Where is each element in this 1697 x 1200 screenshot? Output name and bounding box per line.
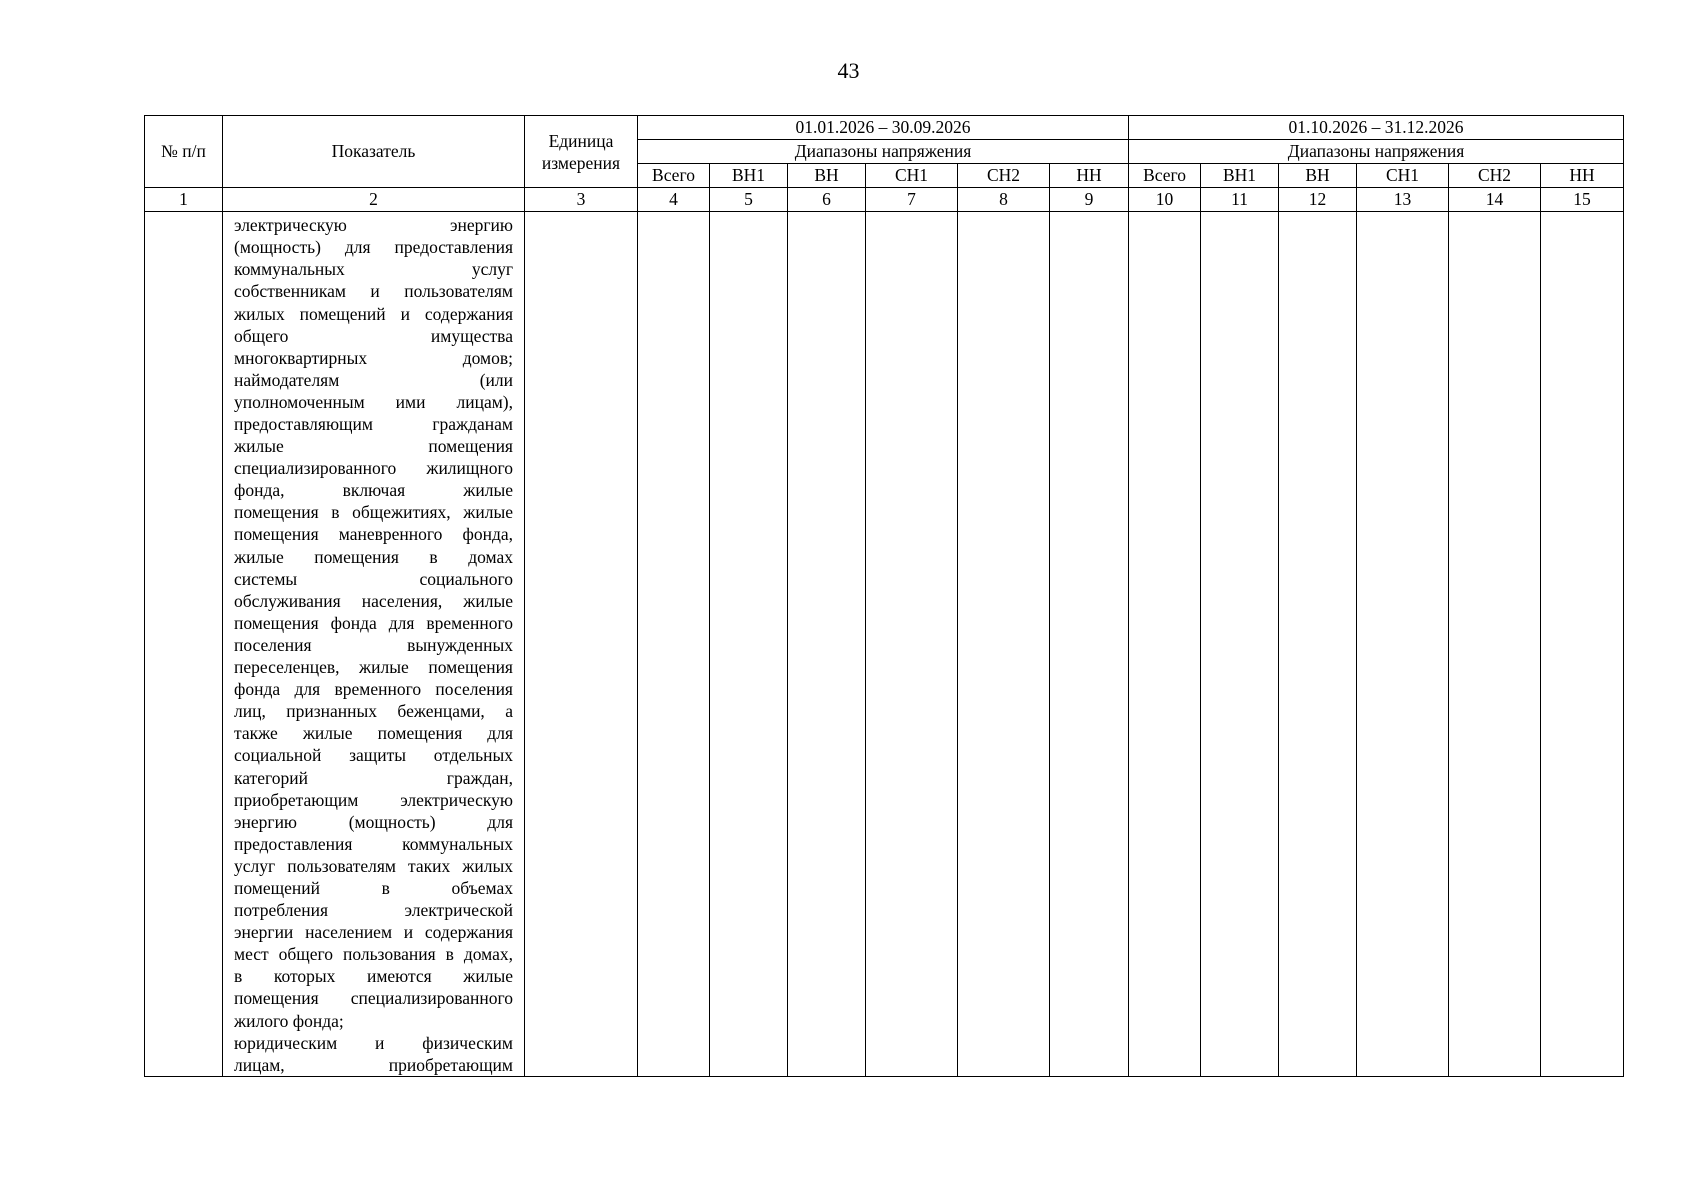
- header-indicator: Показатель: [223, 116, 525, 188]
- indicator-line: предоставления коммунальных: [234, 833, 513, 854]
- indicator-line: также жилые помещения для: [234, 723, 513, 744]
- header-p1-vn: ВН: [788, 164, 866, 188]
- indicator-line: собственникам и пользователям: [234, 281, 513, 302]
- indicator-line: энергии населением и содержания: [234, 922, 513, 943]
- indicator-text: [223, 212, 524, 1076]
- column-number: 1: [145, 188, 223, 212]
- page-number: 43: [837, 58, 860, 83]
- indicator-line: системы социального: [234, 568, 513, 589]
- column-number: 5: [710, 188, 788, 212]
- value-cell: [1357, 212, 1449, 1077]
- tariff-table: [144, 115, 1624, 1077]
- indicator-line: помещения специализированного: [234, 988, 513, 1009]
- indicator-line: потребления электрической: [234, 900, 513, 921]
- value-cell: [710, 212, 788, 1077]
- column-number-row: [145, 188, 1624, 212]
- indicator-line: предоставляющим гражданам: [234, 414, 513, 435]
- value-cell: [958, 212, 1050, 1077]
- indicator-line: фонда для временного поселения: [234, 679, 513, 700]
- indicator-line: переселенцев, жилые помещения: [234, 657, 513, 678]
- header-p2-vn: ВН: [1279, 164, 1357, 188]
- indicator-line: электрическую энергию: [234, 215, 513, 236]
- column-number: 8: [958, 188, 1050, 212]
- value-cell: [788, 212, 866, 1077]
- indicator-line: поселения вынужденных: [234, 634, 513, 655]
- column-number: 15: [1541, 188, 1624, 212]
- value-cell: [1541, 212, 1624, 1077]
- unit-cell: [525, 212, 638, 1077]
- header-voltage-ranges-1: Диапазоны напряжения: [638, 140, 1129, 164]
- header-p2-sn1: СН1: [1357, 164, 1449, 188]
- value-cell: [1050, 212, 1129, 1077]
- header-num: № п/п: [145, 116, 223, 188]
- indicator-line: помещения в общежитиях, жилые: [234, 502, 513, 523]
- header-period-2: 01.10.2026 – 31.12.2026: [1129, 116, 1624, 140]
- indicator-line: юридическим и физическим: [234, 1032, 513, 1053]
- indicator-line: жилые помещения: [234, 436, 513, 457]
- indicator-line: жилых помещений и содержания: [234, 303, 513, 324]
- header-p1-sn1: СН1: [866, 164, 958, 188]
- header-p1-vn1: ВН1: [710, 164, 788, 188]
- header-p1-total: Всего: [638, 164, 710, 188]
- column-number: 12: [1279, 188, 1357, 212]
- header-p2-total: Всего: [1129, 164, 1201, 188]
- value-cell: [1129, 212, 1201, 1077]
- indicator-line: помещения маневренного фонда,: [234, 524, 513, 545]
- indicator-line: общего имущества: [234, 325, 513, 346]
- indicator-line: лицам, приобретающим: [234, 1054, 513, 1075]
- indicator-line: энергию (мощность) для: [234, 811, 513, 832]
- column-number: 14: [1449, 188, 1541, 212]
- indicator-line: жилого фонда;: [234, 1010, 344, 1031]
- header-period-1: 01.01.2026 – 30.09.2026: [638, 116, 1129, 140]
- indicator-line: приобретающим электрическую: [234, 789, 513, 810]
- indicator-line: помещения фонда для временного: [234, 612, 513, 633]
- indicator-line: многоквартирных домов;: [234, 347, 513, 368]
- header-unit: Единица измерения: [525, 116, 638, 188]
- indicator-line: фонда, включая жилые: [234, 480, 513, 501]
- indicator-line: уполномоченным ими лицам),: [234, 391, 513, 412]
- value-cell: [1279, 212, 1357, 1077]
- header-voltage-ranges-2: Диапазоны напряжения: [1129, 140, 1624, 164]
- value-cell: [866, 212, 958, 1077]
- indicator-line: наймодателям (или: [234, 369, 513, 390]
- column-number: 6: [788, 188, 866, 212]
- header-p2-sn2: СН2: [1449, 164, 1541, 188]
- indicator-line: обслуживания населения, жилые: [234, 590, 513, 611]
- column-number: 13: [1357, 188, 1449, 212]
- column-number: 2: [223, 188, 525, 212]
- indicator-line: (мощность) для предоставления: [234, 237, 513, 258]
- indicator-line: жилые помещения в домах: [234, 546, 513, 567]
- indicator-line: услуг пользователям таких жилых: [234, 855, 513, 876]
- indicator-line: социальной защиты отдельных: [234, 745, 513, 766]
- indicator-line: категорий граждан,: [234, 767, 513, 788]
- indicator-cell: [223, 212, 525, 1077]
- header-p1-nn: НН: [1050, 164, 1129, 188]
- column-number: 9: [1050, 188, 1129, 212]
- column-number: 10: [1129, 188, 1201, 212]
- value-cell: [1449, 212, 1541, 1077]
- value-cell: [638, 212, 710, 1077]
- indicator-line: в которых имеются жилые: [234, 966, 513, 987]
- header-p1-sn2: СН2: [958, 164, 1050, 188]
- column-number: 3: [525, 188, 638, 212]
- column-number: 11: [1201, 188, 1279, 212]
- indicator-line: специализированного жилищного: [234, 458, 513, 479]
- column-number: 7: [866, 188, 958, 212]
- indicator-line: мест общего пользования в домах,: [234, 944, 513, 965]
- value-cell: [1201, 212, 1279, 1077]
- indicator-line: помещений в объемах: [234, 877, 513, 898]
- row-num-cell: [145, 212, 223, 1077]
- header-p2-vn1: ВН1: [1201, 164, 1279, 188]
- table-row: [145, 212, 1624, 1077]
- header-p2-nn: НН: [1541, 164, 1624, 188]
- indicator-line: коммунальных услуг: [234, 259, 513, 280]
- column-number: 4: [638, 188, 710, 212]
- indicator-line: лиц, признанных беженцами, а: [234, 701, 513, 722]
